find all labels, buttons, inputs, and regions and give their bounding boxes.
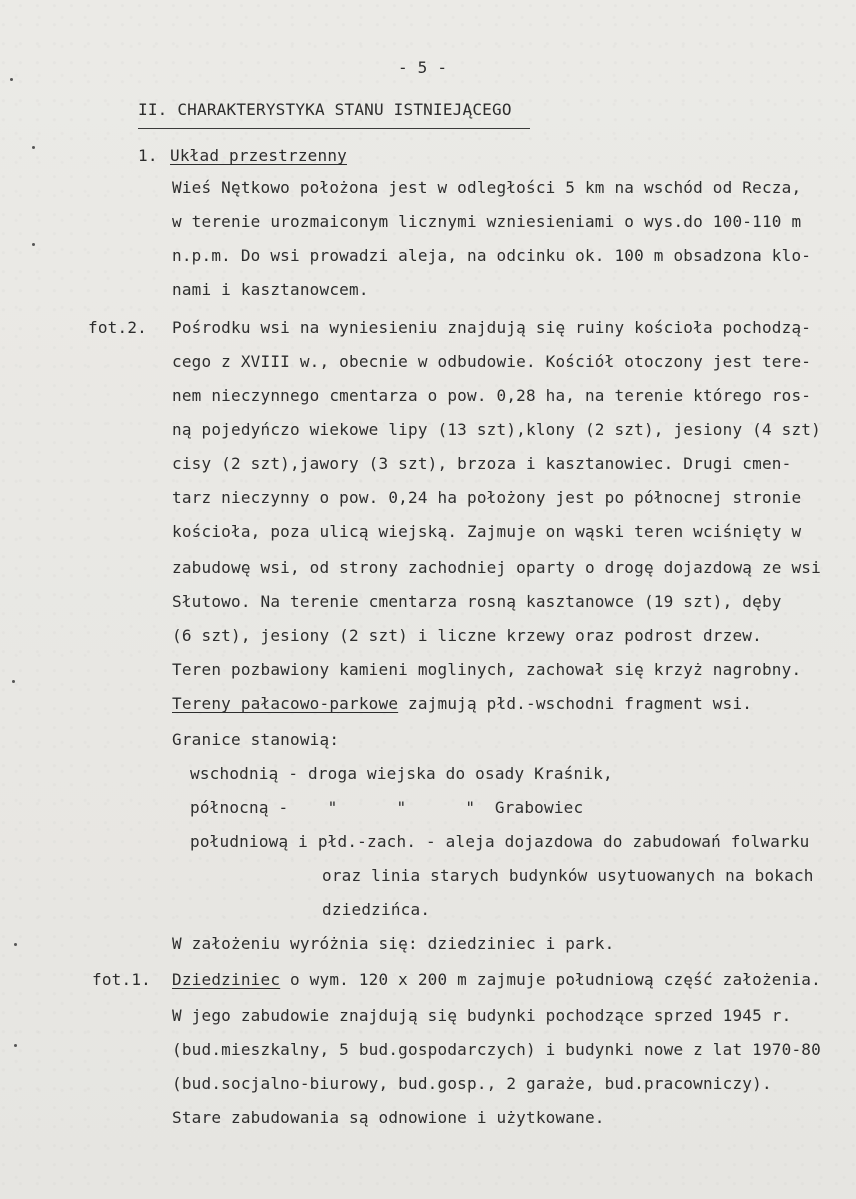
text-line: (bud.socjalno-biurowy, bud.gosp., 2 garaże, bud.pracowniczy). [172,1074,772,1093]
text-fragment: o wym. 120 x 200 m zajmuje południową część założenia. [280,970,821,989]
section-heading: II. CHARAKTERYSTYKA STANU ISTNIEJĄCEGO [138,100,512,119]
text-line: W jego zabudowie znajdują się budynki pochodzące sprzed 1945 r. [172,1006,792,1025]
text-line: cego z XVIII w., obecnie w odbudowie. Kościół otoczony jest tere- [172,352,812,371]
speck [32,146,35,149]
speck [32,243,35,246]
text-line: ną pojedyńczo wiekowe lipy (13 szt),klony (2 szt), jesiony (4 szt) [172,420,821,439]
text-line [172,694,752,714]
text-line: Granice stanowią: [172,730,340,749]
text-line: Teren pozbawiony kamieni moglinych, zachował się krzyż nagrobny. [172,660,802,679]
speck [14,1044,17,1047]
text-line: (6 szt), jesiony (2 szt) i liczne krzewy oraz podrost drzew. [172,626,762,645]
text-line: zabudowę wsi, od strony zachodniej oparty o drogę dojazdową ze wsi [172,558,821,577]
text-line: północną - " " " Grabowiec [190,798,584,817]
text-line: wschodnią - droga wiejska do osady Kraśnik, [190,764,613,783]
margin-reference: fot.1. [92,970,151,989]
speck [10,78,13,81]
text-line: dziedzińca. [322,900,431,919]
text-line: południową i płd.-zach. - aleja dojazdowa do zabudowań folwarku [190,832,810,851]
subheading-number: 1. [138,146,158,165]
text-line: Wieś Nętkowo położona jest w odległości 5 km na wschód od Recza, [172,178,802,197]
text-line: Pośrodku wsi na wyniesieniu znajdują się ruiny kościoła pochodzą- [172,318,812,337]
text-line: Stare zabudowania są odnowione i użytkowane. [172,1108,605,1127]
subheading-title: Układ przestrzenny [170,146,347,165]
text-line: W założeniu wyróżnia się: dziedziniec i park. [172,934,615,953]
text-line: tarz nieczynny o pow. 0,24 ha położony jest po północnej stronie [172,488,802,507]
text-line: nami i kasztanowcem. [172,280,369,299]
text-line: n.p.m. Do wsi prowadzi aleja, na odcinku ok. 100 m obsadzona klo- [172,246,812,265]
text-line: w terenie urozmaiconym licznymi wzniesieniami o wys.do 100-110 m [172,212,802,231]
margin-reference: fot.2. [88,318,147,337]
text-line: Słutowo. Na terenie cmentarza rosną kasztanowce (19 szt), dęby [172,592,782,611]
speck [14,943,17,946]
term-underlined: Tereny pałacowo-parkowe [172,694,399,713]
heading-rule [138,128,530,129]
text-fragment: zajmują płd.-wschodni fragment wsi. [398,694,753,713]
text-line: nem nieczynnego cmentarza o pow. 0,28 ha, na terenie którego ros- [172,386,812,405]
page-number: - 5 - [398,58,448,77]
text-line: oraz linia starych budynków usytuowanych na bokach [322,866,814,885]
term-underlined: Dziedziniec [172,970,281,989]
text-line [172,970,821,990]
speck [12,680,15,683]
text-line: cisy (2 szt),jawory (3 szt), brzoza i kasztanowiec. Drugi cmen- [172,454,792,473]
text-line: kościoła, poza ulicą wiejską. Zajmuje on wąski teren wciśnięty w [172,522,802,541]
text-line: (bud.mieszkalny, 5 bud.gospodarczych) i budynki nowe z lat 1970-80 [172,1040,821,1059]
